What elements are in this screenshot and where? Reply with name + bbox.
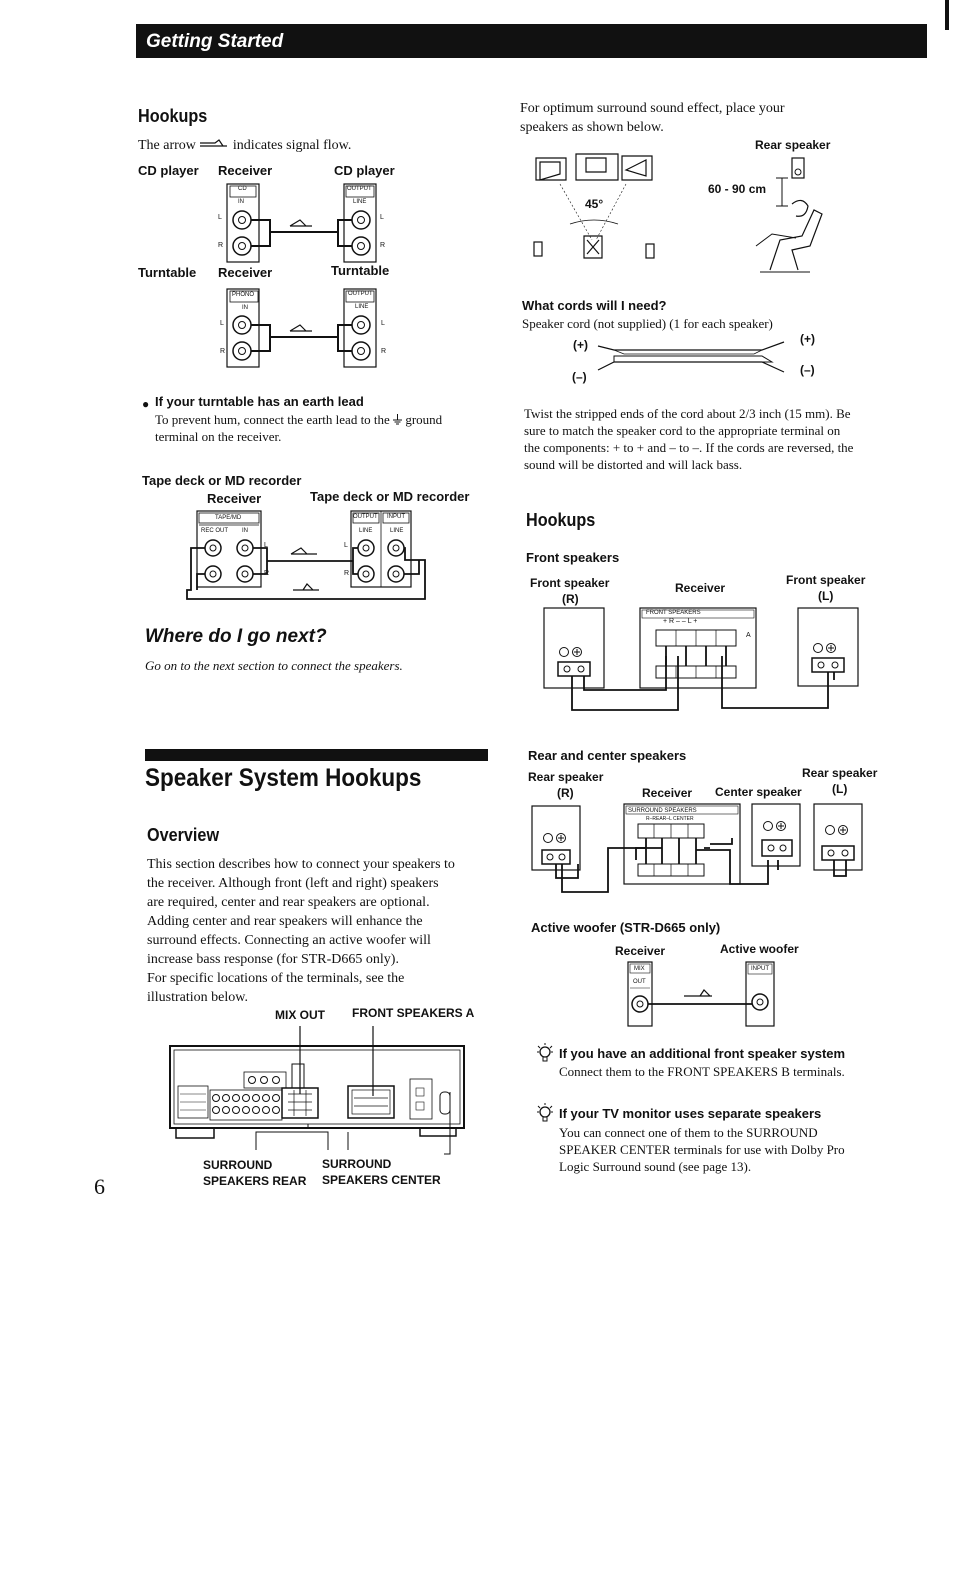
- earth-lead-text: [155, 411, 475, 445]
- front-speakers-diagram: [540, 604, 865, 716]
- front-receiver-label: Receiver: [675, 581, 726, 595]
- overview-line: Adding center and rear speakers will enhance the: [147, 914, 423, 929]
- tip-2-title: If your TV monitor uses separate speakers: [559, 1106, 822, 1121]
- overview-heading: Overview: [147, 825, 220, 845]
- surround-sub-label: R–REAR–L CENTER: [646, 816, 694, 822]
- cd-hookup-diagram: [210, 180, 400, 265]
- lightbulb-icon: [536, 1102, 554, 1129]
- speaker-placement-diagram: [530, 150, 830, 275]
- cords-heading: What cords will I need?: [522, 298, 667, 313]
- tape-label-right: Tape deck or MD recorder: [310, 489, 470, 504]
- tip-2-line: SPEAKER CENTER terminals for use with Dolby Pro: [559, 1142, 845, 1157]
- hookups-right-heading: Hookups: [526, 510, 596, 530]
- front-l-ch-label: (L): [818, 589, 834, 603]
- cd-receiver-label: Receiver: [218, 163, 273, 178]
- rear-panel-diagram: [168, 1024, 468, 1159]
- tape-in-label: IN: [242, 528, 248, 534]
- minus-label-right: (–): [800, 363, 815, 377]
- tt-r-label-right: R: [381, 348, 387, 355]
- front-speakers-a-label: FRONT SPEAKERS A: [352, 1006, 475, 1020]
- page-section-title: Getting Started: [146, 31, 284, 52]
- surround-center-label-1: SURROUND: [322, 1157, 392, 1171]
- rear-speaker-label-top: Rear speaker: [755, 138, 831, 152]
- arrow-caption: [138, 136, 351, 155]
- twist-line: the components: + to + and – to –. If the cords are reversed, the: [524, 440, 854, 455]
- overview-line: the receiver. Although front (left and right) speakers: [147, 876, 439, 891]
- rear-receiver-label: Receiver: [642, 786, 693, 800]
- front-speaker-r-label: Front speaker: [530, 576, 610, 590]
- tape-input-label: INPUT: [387, 514, 405, 520]
- ground-icon: [393, 412, 402, 423]
- rec-out-label: REC OUT: [201, 528, 228, 534]
- tape-l-label-right: L: [344, 542, 348, 549]
- woofer-receiver-label: Receiver: [615, 944, 666, 958]
- cd-r-label-right: R: [380, 242, 386, 249]
- cd-l-label: L: [218, 214, 222, 221]
- next-text: Go on to the next section to connect the speakers.: [145, 658, 403, 673]
- tape-hookup-diagram: [183, 508, 433, 603]
- tt-r-label: R: [220, 348, 226, 355]
- tip-1-title: If you have an additional front speaker system: [559, 1046, 846, 1061]
- front-a-label: A: [746, 632, 751, 639]
- signal-arrow-icon: [199, 136, 229, 146]
- tape-line-label-1: LINE: [359, 528, 373, 534]
- tape-line-label-2: LINE: [390, 528, 404, 534]
- turntable-label: Turntable: [138, 265, 197, 280]
- distance-label: 60 - 90 cm: [708, 182, 767, 196]
- front-r-ch-label: (R): [562, 592, 579, 606]
- front-speakers-terminal-label: FRONT SPEAKERS: [646, 610, 701, 616]
- twist-text: [524, 405, 874, 473]
- woofer-input-label: INPUT: [751, 966, 769, 972]
- tip-1-text: Connect them to the FRONT SPEAKERS B terminals.: [559, 1064, 845, 1079]
- surround-speakers-terminal-label: SURROUND SPEAKERS: [628, 808, 697, 814]
- cd-r-label: R: [218, 242, 224, 249]
- overview-line: illustration below.: [147, 990, 248, 1005]
- tip-2-line: You can connect one of them to the SURROUND: [559, 1125, 818, 1140]
- twist-line: sure to match the speaker cord to the appropriate terminal on: [524, 423, 841, 438]
- earth-text-a: To prevent hum, connect the earth lead to the: [155, 412, 390, 427]
- twist-line: sound will be distorted and will lack bass.: [524, 457, 743, 472]
- phono-in-label: IN: [242, 305, 248, 311]
- tip-2-text: [559, 1124, 845, 1175]
- cd-player-label-right: CD player: [334, 163, 395, 178]
- plus-label-right: (+): [800, 332, 815, 346]
- next-heading: Where do I go next?: [145, 626, 327, 647]
- front-speaker-l-label: Front speaker: [786, 573, 866, 587]
- cords-subtitle: Speaker cord (not supplied) (1 for each speaker): [522, 316, 773, 331]
- page-number: 6: [94, 1174, 105, 1199]
- bullet-icon: ●: [142, 397, 150, 411]
- active-woofer-label: Active woofer: [720, 942, 799, 956]
- angle-label: 45°: [585, 197, 604, 211]
- overview-text: [147, 855, 492, 1007]
- front-polarity-label: + R – – L +: [663, 618, 698, 625]
- rear-center-diagram: [528, 800, 868, 900]
- intro-text: [520, 99, 840, 137]
- twist-line: Twist the stripped ends of the cord about 2/3 inch (15 mm). Be: [524, 406, 851, 421]
- front-speakers-heading: Front speakers: [526, 550, 620, 565]
- speaker-section-title: Speaker System Hookups: [145, 764, 422, 792]
- section-rule: [145, 749, 488, 761]
- tt-output-label: OUTPUT: [348, 291, 373, 297]
- cd-in-label: IN: [238, 199, 244, 205]
- hookups-heading: Hookups: [138, 106, 208, 126]
- earth-lead-title: If your turntable has an earth lead: [155, 394, 364, 409]
- surround-rear-label-2: SPEAKERS REAR: [203, 1174, 307, 1188]
- minus-label-left: (–): [572, 370, 587, 384]
- speaker-cord-diagram: [594, 334, 794, 382]
- cd-player-label: CD player: [138, 163, 199, 178]
- center-speaker-label: Center speaker: [715, 785, 802, 799]
- tip-2-line: Logic Surround sound (see page 13).: [559, 1159, 752, 1174]
- cd-jack-label: CD: [238, 186, 247, 192]
- mix-label: MIX: [634, 966, 645, 972]
- arrow-caption-suffix: indicates signal flow.: [232, 138, 352, 153]
- cd-line-label: LINE: [353, 199, 367, 205]
- lightbulb-icon: [536, 1042, 554, 1069]
- rear-center-heading: Rear and center speakers: [528, 748, 687, 763]
- overview-line: This section describes how to connect your speakers to: [147, 857, 455, 872]
- woofer-out-label: OUT: [633, 979, 646, 985]
- intro-line: For optimum surround sound effect, place your: [520, 101, 785, 116]
- plus-label-left: (+): [573, 338, 588, 352]
- rear-l-ch-label: (L): [832, 782, 848, 796]
- cd-l-label-right: L: [380, 214, 384, 221]
- tape-r-label: R: [264, 570, 270, 577]
- arrow-caption-prefix: The arrow: [138, 138, 196, 153]
- edge-mark: [945, 0, 949, 30]
- rear-speaker-l-label: Rear speaker: [802, 766, 878, 780]
- turntable-label-right: Turntable: [331, 263, 390, 278]
- overview-line: are required, center and rear speakers are optional.: [147, 895, 430, 910]
- surround-rear-label-1: SURROUND: [203, 1158, 273, 1172]
- overview-line: For specific locations of the terminals, see the: [147, 971, 405, 986]
- phono-label: PHONO: [232, 292, 255, 298]
- mix-out-label: MIX OUT: [275, 1008, 325, 1022]
- tapemd-label: TAPE/MD: [215, 515, 242, 521]
- tt-l-label-right: L: [381, 320, 385, 327]
- tape-receiver-label: Receiver: [207, 491, 262, 506]
- turntable-receiver-label: Receiver: [218, 265, 273, 280]
- rear-r-ch-label: (R): [557, 786, 574, 800]
- woofer-heading: Active woofer (STR-D665 only): [531, 920, 721, 935]
- cd-output-label: OUTPUT: [347, 186, 372, 192]
- surround-center-label-2: SPEAKERS CENTER: [322, 1173, 441, 1187]
- tt-l-label: L: [220, 320, 224, 327]
- tape-label: Tape deck or MD recorder: [142, 473, 302, 488]
- tt-line-label: LINE: [355, 304, 369, 310]
- rear-speaker-r-label: Rear speaker: [528, 770, 604, 784]
- overview-line: increase bass response (for STR-D665 only).: [147, 952, 399, 967]
- tape-l-label: L: [264, 542, 268, 549]
- overview-line: surround effects. Connecting an active woofer will: [147, 933, 431, 948]
- tape-output-label: OUTPUT: [353, 514, 378, 520]
- tape-r-label-right: R: [344, 570, 350, 577]
- intro-line: speakers as shown below.: [520, 120, 664, 135]
- earth-text-b: ground terminal on the receiver.: [155, 412, 443, 444]
